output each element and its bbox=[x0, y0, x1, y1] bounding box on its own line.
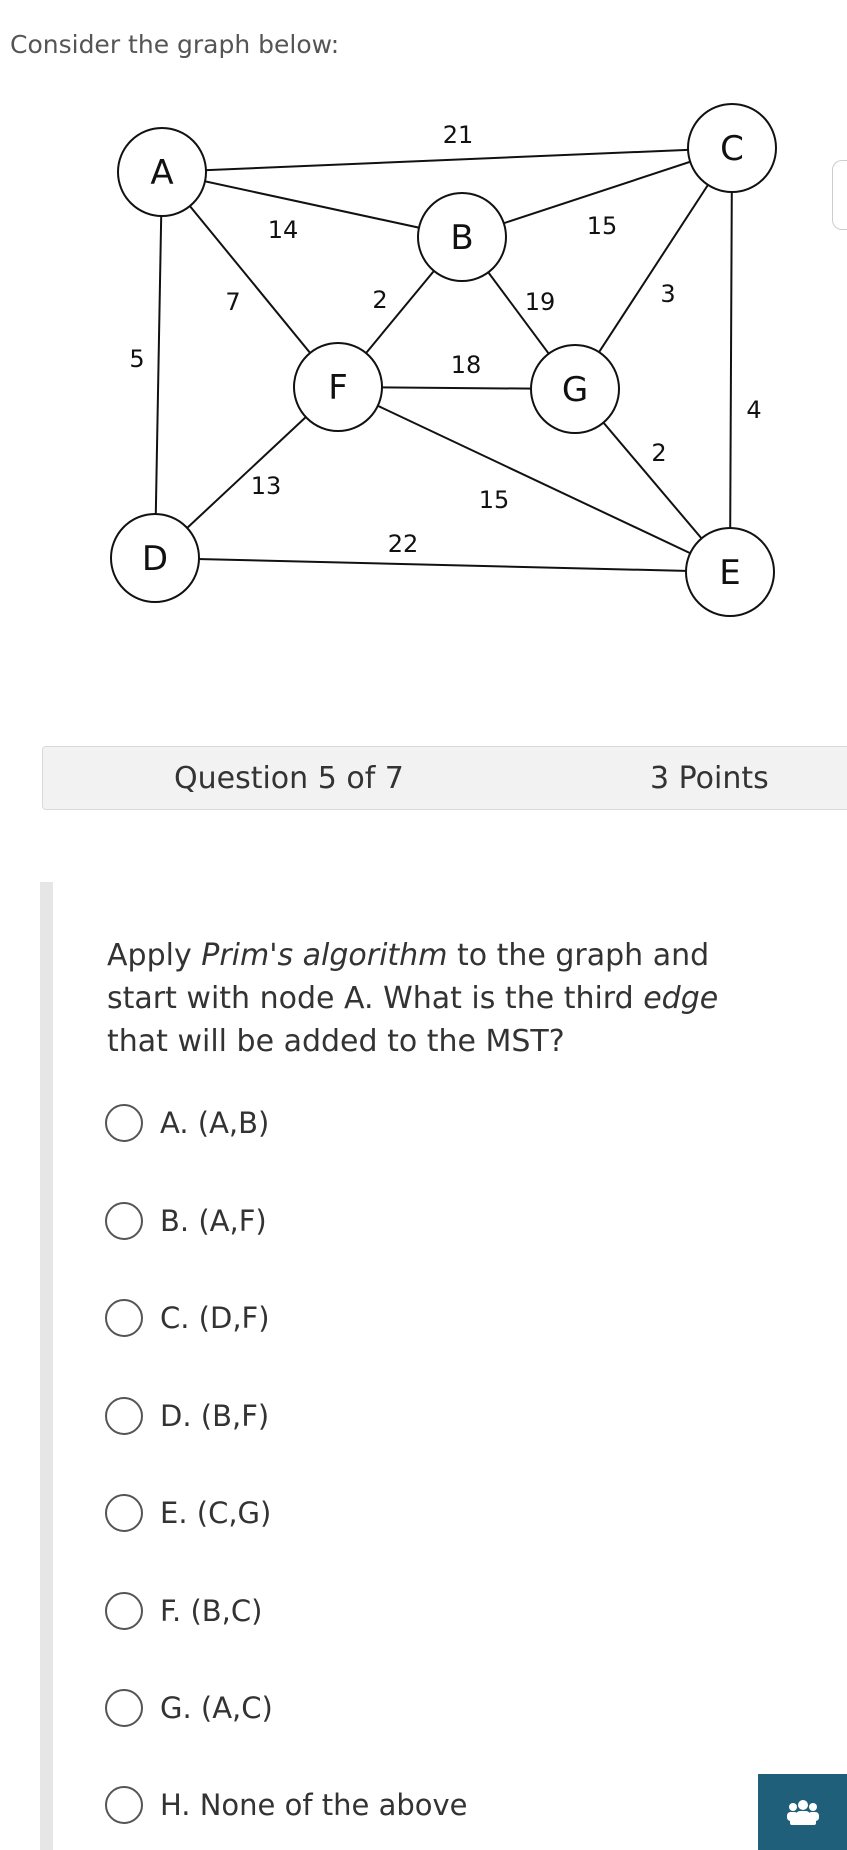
edge-label: 5 bbox=[129, 345, 145, 373]
question-text-edge: edge bbox=[643, 981, 719, 1016]
question-points: 3 Points bbox=[650, 761, 769, 796]
option-label: F. (B,C) bbox=[160, 1594, 263, 1628]
edge-a-d bbox=[155, 172, 162, 558]
node-e-label: E bbox=[719, 553, 741, 593]
question-text-3: that will be added to the MST? bbox=[107, 1024, 565, 1059]
edge-label: 14 bbox=[267, 216, 299, 244]
option-h[interactable] bbox=[105, 1781, 468, 1829]
node-d-label: D bbox=[141, 539, 169, 579]
edge-label: 2 bbox=[372, 286, 388, 314]
edge-a-c bbox=[162, 148, 732, 172]
radio-button[interactable] bbox=[105, 1786, 143, 1824]
edge-label: 2 bbox=[651, 439, 667, 467]
option-d[interactable] bbox=[105, 1392, 269, 1440]
edge-d-e bbox=[155, 558, 730, 572]
radio-button[interactable] bbox=[105, 1299, 143, 1337]
edge-c-e bbox=[730, 148, 732, 572]
edge-label: 22 bbox=[387, 530, 419, 558]
edge-label: 15 bbox=[478, 486, 510, 514]
radio-button[interactable] bbox=[105, 1104, 143, 1142]
edge-label: 4 bbox=[746, 396, 762, 424]
node-g-label: G bbox=[561, 370, 589, 410]
radio-button[interactable] bbox=[105, 1202, 143, 1240]
radio-button[interactable] bbox=[105, 1397, 143, 1435]
node-f-label: F bbox=[328, 368, 348, 408]
question-text bbox=[107, 934, 787, 1063]
people-button[interactable] bbox=[758, 1774, 847, 1850]
radio-button[interactable] bbox=[105, 1494, 143, 1532]
option-label: D. (B,F) bbox=[160, 1399, 270, 1433]
option-g[interactable] bbox=[105, 1684, 273, 1732]
option-b[interactable] bbox=[105, 1197, 267, 1245]
edge-label: 13 bbox=[250, 472, 282, 500]
edge-label: 21 bbox=[442, 121, 474, 149]
option-label: A. (A,B) bbox=[160, 1106, 270, 1140]
radio-button[interactable] bbox=[105, 1592, 143, 1630]
node-c-label: C bbox=[720, 129, 744, 169]
edge-label: 15 bbox=[586, 212, 618, 240]
radio-button[interactable] bbox=[105, 1689, 143, 1727]
question-number: Question 5 of 7 bbox=[174, 761, 404, 796]
option-a[interactable] bbox=[105, 1099, 269, 1147]
question-header bbox=[42, 746, 847, 810]
side-tab[interactable] bbox=[832, 160, 847, 230]
node-b-label: B bbox=[450, 218, 474, 258]
graph-diagram bbox=[95, 98, 785, 625]
question-text-prims: Prim's algorithm bbox=[201, 938, 448, 973]
question-text-2: to the graph and start with node A. What is the third bbox=[107, 938, 710, 1016]
edge-label: 7 bbox=[225, 288, 241, 316]
option-f[interactable] bbox=[105, 1587, 262, 1635]
option-label: E. (C,G) bbox=[160, 1496, 272, 1530]
question-left-bar bbox=[40, 882, 53, 1850]
option-label: C. (D,F) bbox=[160, 1301, 270, 1335]
option-label: G. (A,C) bbox=[160, 1691, 273, 1725]
node-a-label: A bbox=[150, 153, 174, 193]
option-label: B. (A,F) bbox=[160, 1204, 267, 1238]
edge-label: 19 bbox=[524, 288, 556, 316]
edge-label: 3 bbox=[660, 280, 676, 308]
edge-label: 18 bbox=[450, 351, 482, 379]
intro-text: Consider the graph below: bbox=[10, 30, 340, 59]
option-e[interactable] bbox=[105, 1489, 271, 1537]
option-c[interactable] bbox=[105, 1294, 270, 1342]
users-icon bbox=[786, 1798, 820, 1826]
question-text-1: Apply bbox=[107, 938, 202, 973]
option-label: H. None of the above bbox=[160, 1788, 468, 1822]
